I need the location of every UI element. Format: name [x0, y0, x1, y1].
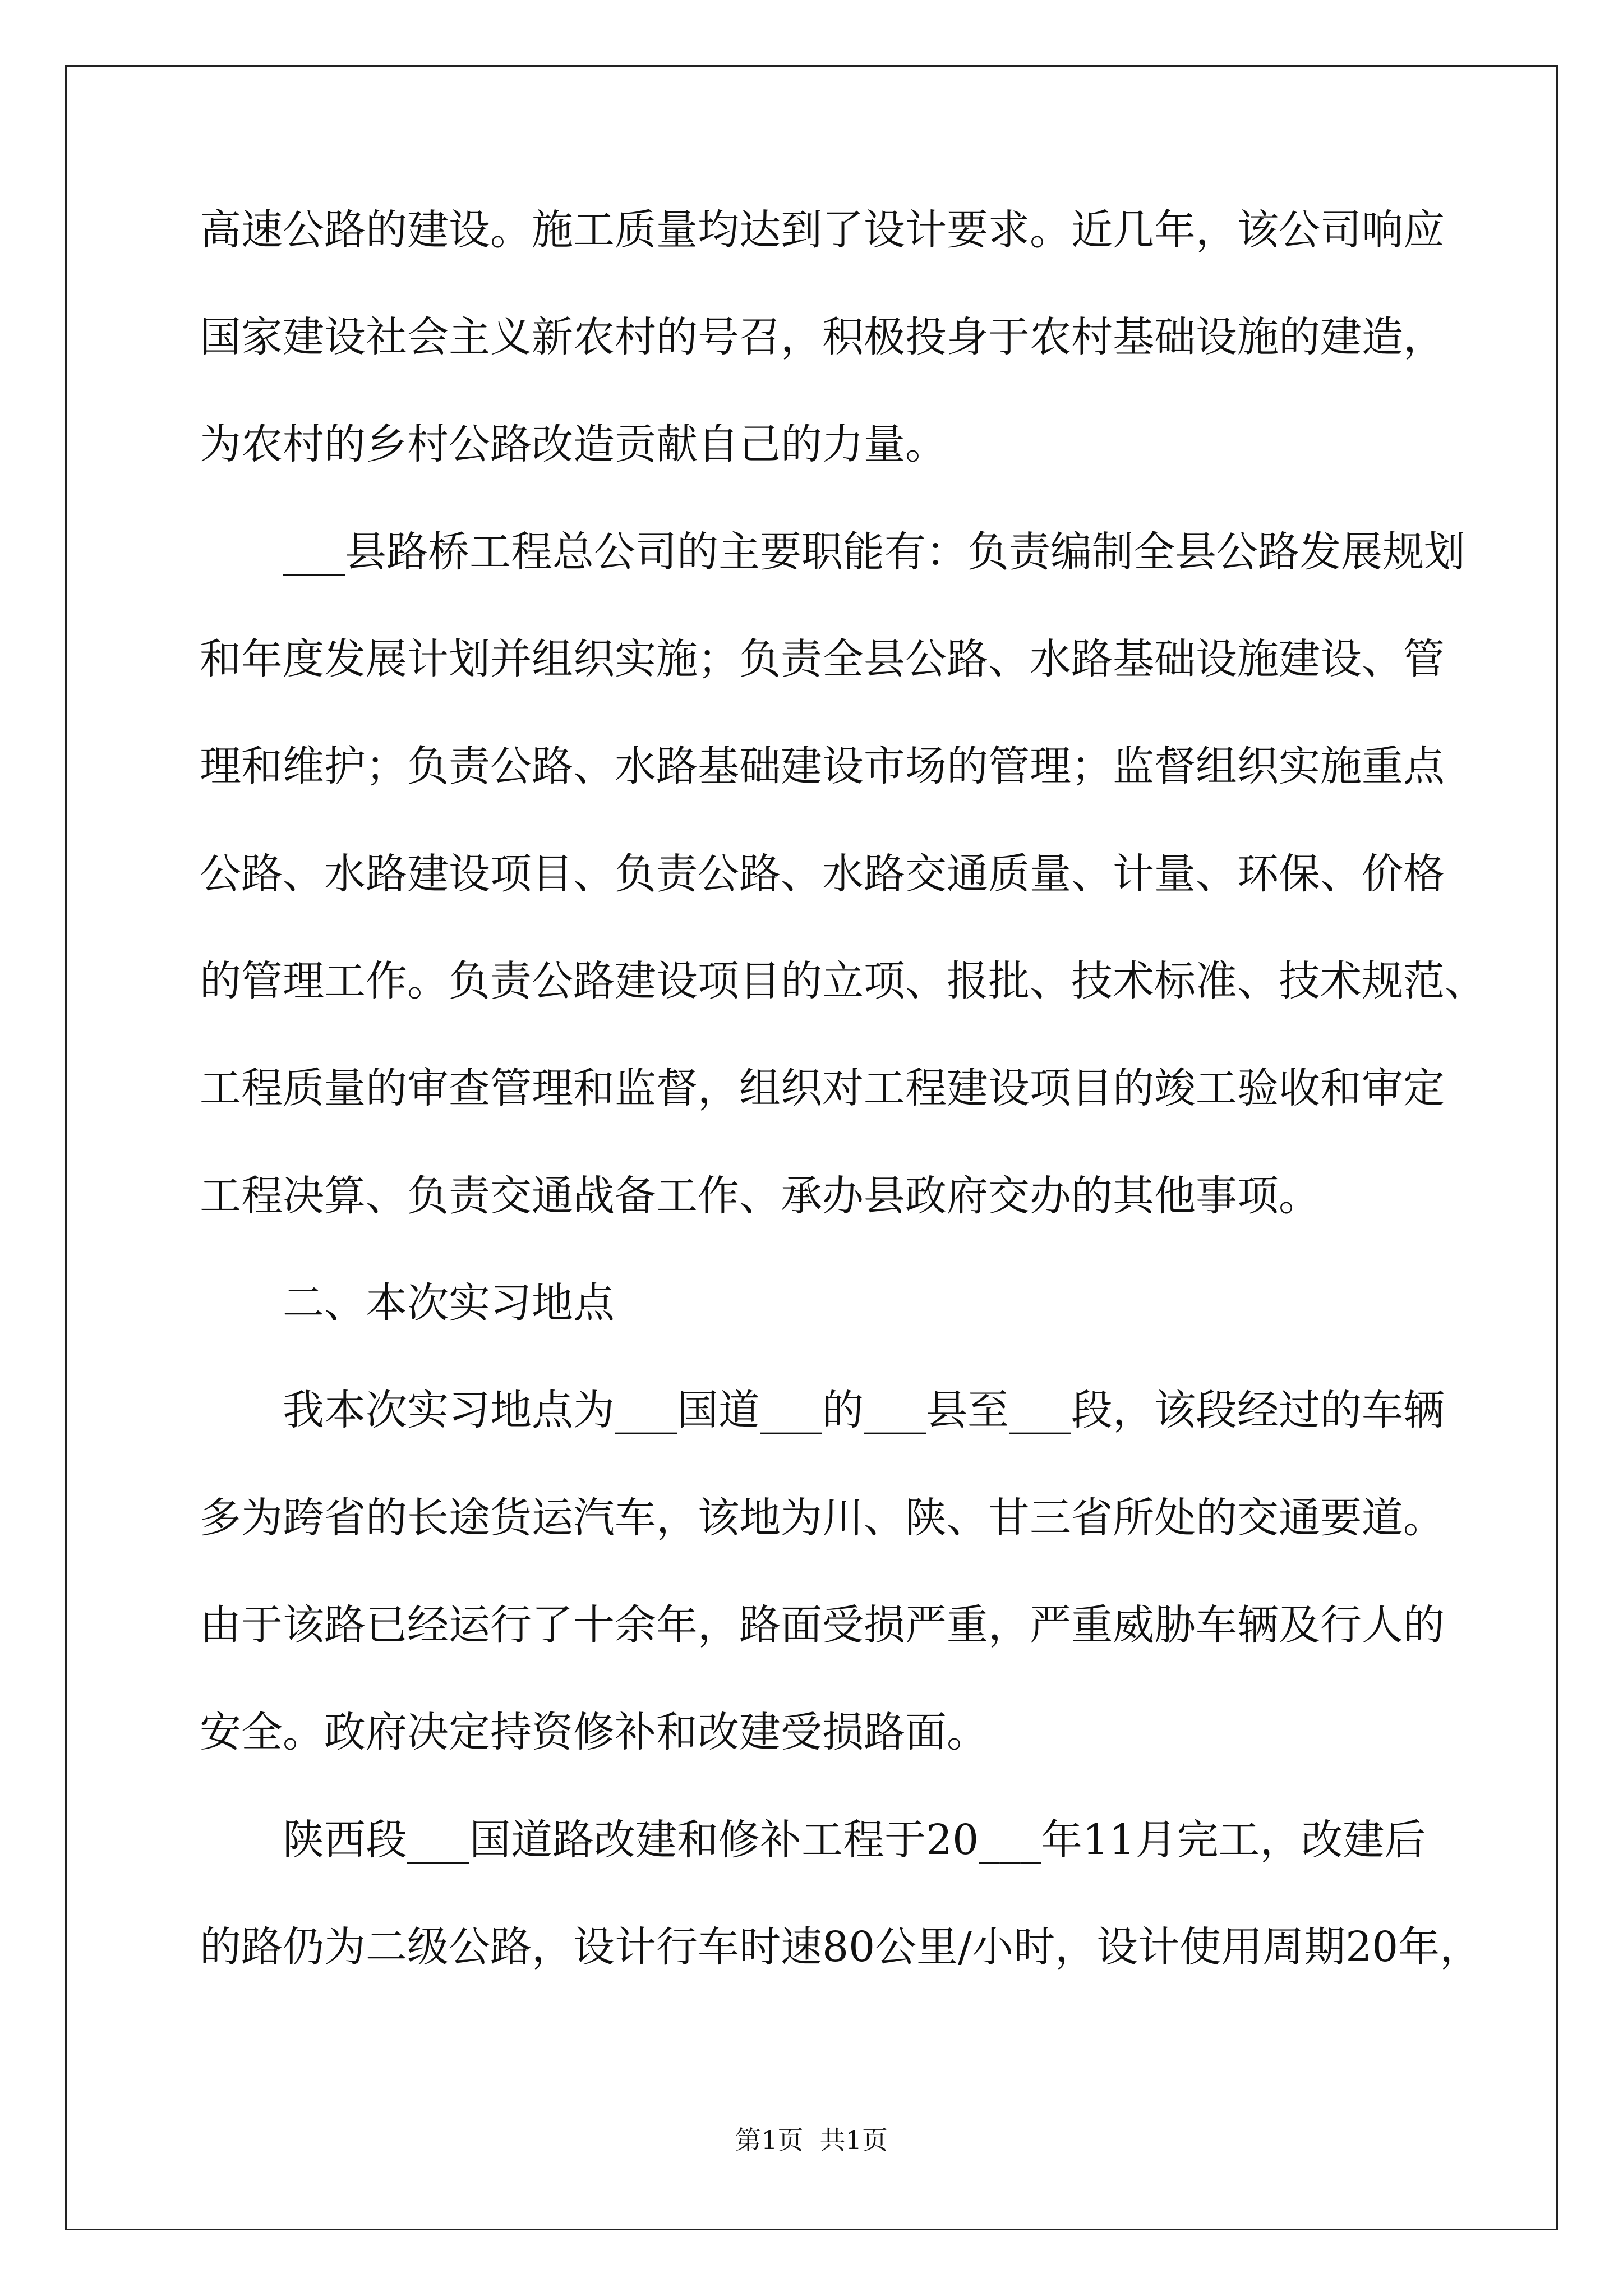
paragraph-first-line: ___县路桥工程总公司的主要职能有：负责编制全县公路发展规划 [283, 528, 1465, 576]
text-line: 为农村的乡村公路改造贡献自己的力量。 [200, 420, 947, 468]
page-number-footer: 第1页 共1页 [735, 2125, 888, 2155]
text-line: 多为跨省的长途货运汽车，该地为川、陕、甘三省所处的交通要道。 [200, 1494, 1445, 1542]
text-line: 和年度发展计划并组织实施；负责全县公路、水路基础设施建设、管 [200, 635, 1445, 683]
text-line: 公路、水路建设项目、负责公路、水路交通质量、计量、环保、价格 [200, 850, 1445, 898]
text-line: 的管理工作。负责公路建设项目的立项、报批、技术标准、技术规范、 [200, 957, 1486, 1005]
section-heading: 二、本次实习地点 [283, 1279, 615, 1327]
page-border [65, 65, 1558, 2230]
text-line: 国家建设社会主义新农村的号召，积极投身于农村基础设施的建造， [200, 313, 1445, 361]
text-line: 工程质量的审查管理和监督，组织对工程建设项目的竣工验收和审定 [200, 1064, 1445, 1112]
text-line: 的路仍为二级公路，设计行车时速80公里/小时，设计使用周期20年， [200, 1923, 1482, 1971]
text-line: 理和维护；负责公路、水路基础建设市场的管理；监督组织实施重点 [200, 742, 1445, 790]
paragraph-first-line: 陕西段___国道路改建和修补工程于20___年11月完工，改建后 [283, 1816, 1426, 1864]
text-line: 安全。政府决定持资修补和改建受损路面。 [200, 1708, 988, 1756]
text-line: 由于该路已经运行了十余年，路面受损严重，严重威胁车辆及行人的 [200, 1601, 1445, 1649]
text-line: 高速公路的建设。施工质量均达到了设计要求。近几年，该公司响应 [200, 206, 1445, 254]
text-line: 工程决算、负责交通战备工作、承办县政府交办的其他事项。 [200, 1172, 1320, 1220]
paragraph-first-line: 我本次实习地点为___国道___的___县至___段，该段经过的车辆 [283, 1386, 1445, 1434]
